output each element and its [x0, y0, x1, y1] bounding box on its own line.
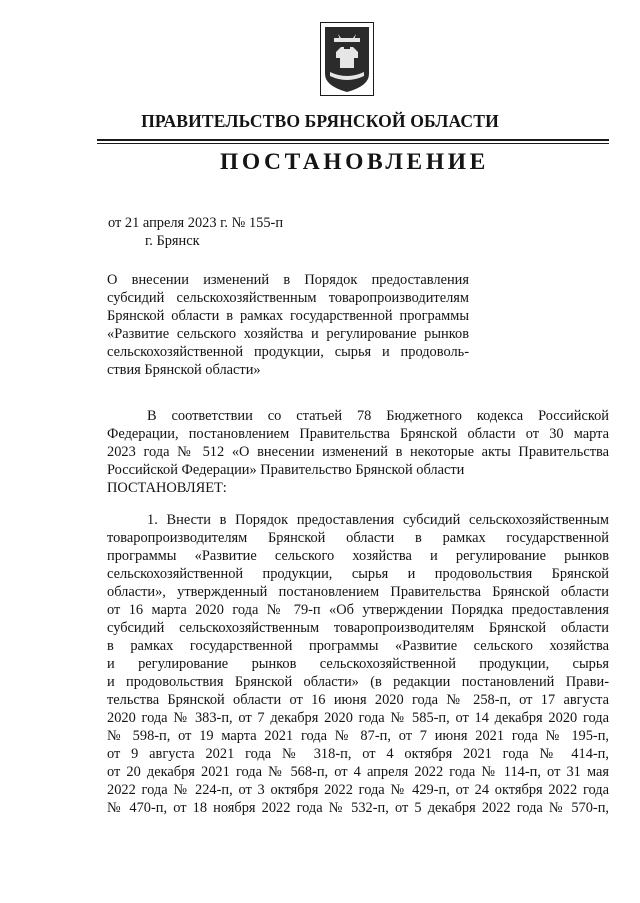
body-line: № 598-п, от 19 марта 2021 года № 87-п, от 7 июня 2021 года № 195-п,: [107, 728, 609, 744]
document-type-title: ПОСТАНОВЛЕНИЕ: [220, 149, 489, 175]
subject-line: ствия Брянской области»: [107, 362, 261, 378]
body-line: и продовольствия Брянской области» (в редакции постановлений Прави-: [107, 674, 609, 690]
resolves-line: ПОСТАНОВЛЯЕТ:: [107, 480, 227, 496]
body-line: Российской Федерации» Правительство Брянской области: [107, 462, 465, 478]
header-rule-thick: [97, 139, 609, 141]
subject-line: «Развитие сельского хозяйства и регулирование рынков: [107, 326, 469, 342]
subject-line: Брянской области в рамках государственной программы: [107, 308, 469, 324]
body-line: от 9 августа 2021 года № 318-п, от 4 октября 2021 года № 414-п,: [107, 746, 609, 762]
body-line: товаропроизводителям Брянской области в рамках государственной: [107, 530, 609, 546]
document-subject: [107, 271, 469, 379]
body-line: от 20 декабря 2021 года № 568-п, от 4 апреля 2022 года № 114-п, от 31 мая: [107, 764, 609, 780]
document-city: г. Брянск: [145, 233, 200, 249]
body-line: программы «Развитие сельского хозяйства и регулирование рынков: [107, 548, 609, 564]
body-line: области», утвержденный постановлением Правительства Брянской области: [107, 584, 609, 600]
item-1-paragraph: [107, 511, 609, 817]
body-line: № 470-п, от 18 ноября 2022 года № 532-п, от 5 декабря 2022 года № 570-п,: [107, 800, 609, 816]
body-line: сельскохозяйственной продукции, сырья и продовольствия Брянской: [107, 566, 609, 582]
body-line: в рамках государственной программы «Развитие сельского хозяйства: [107, 638, 609, 654]
organization-title: ПРАВИТЕЛЬСТВО БРЯНСКОЙ ОБЛАСТИ: [141, 111, 499, 131]
coat-of-arms-icon: [320, 22, 374, 96]
subject-line: О внесении изменений в Порядок предоставления: [107, 272, 469, 288]
body-line: от 16 марта 2020 года № 79-п «Об утверждении Порядка предоставления: [107, 602, 609, 618]
body-line: В соответствии со статьей 78 Бюджетного кодекса Российской: [147, 408, 609, 424]
body-line: 2022 года № 224-п, от 3 октября 2022 года № 429-п, от 24 октября 2022 года: [107, 782, 609, 798]
body-line: тельства Брянской области от 16 июня 2020 года № 258-п, от 17 августа: [107, 692, 609, 708]
subject-line: субсидий сельскохозяйственным товаропроизводителям: [107, 290, 469, 306]
body-line: 2020 года № 383-п, от 7 декабря 2020 года № 585-п, от 14 декабря 2020 года: [107, 710, 609, 726]
document-date-number: от 21 апреля 2023 г. № 155-п: [108, 215, 284, 231]
body-line: субсидий сельскохозяйственным товаропроизводителям Брянской области: [107, 620, 609, 636]
body-line: 2023 года № 512 «О внесении изменений в некоторые акты Правительства: [107, 444, 609, 460]
subject-line: сельскохозяйственной продукции, сырья и продоволь-: [107, 344, 469, 360]
body-line: Федерации, постановлением Правительства Брянской области от 30 марта: [107, 426, 609, 442]
body-line: 1. Внести в Порядок предоставления субсидий сельскохозяйственным: [147, 512, 609, 528]
header-rule-thin: [97, 143, 609, 144]
body-line: и регулирование рынков сельскохозяйственной продукции, сырья: [107, 656, 609, 672]
preamble-paragraph: [107, 407, 609, 497]
